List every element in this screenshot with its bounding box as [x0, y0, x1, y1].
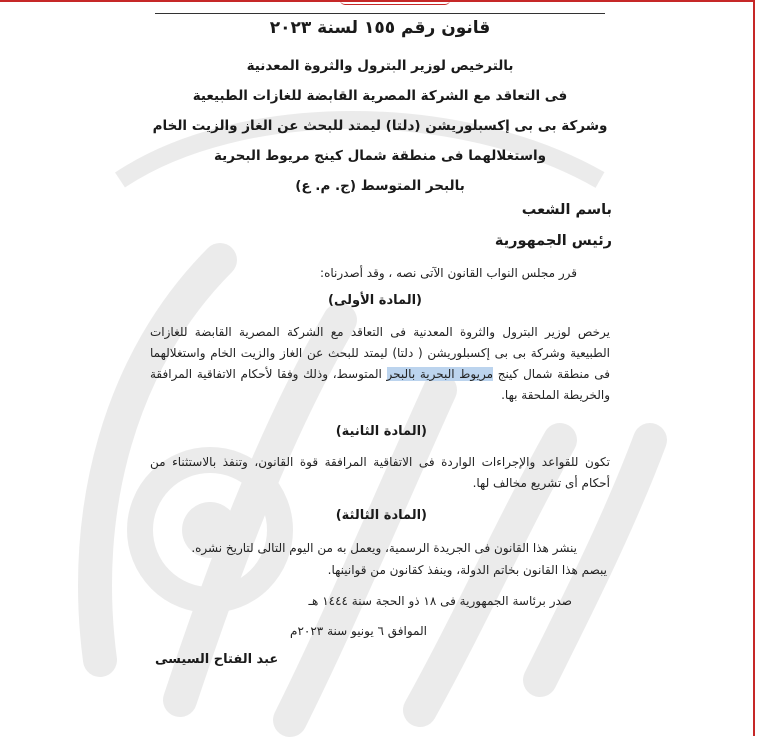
article-1-text-start: يرخص لوزير البترول والثروة المعدنية فى التعاقد مع الشركة المصرية القابضة للغازات الطبيعية وشركة بى بى إكسبلوريشن ( دلتا) ليمتد للبحث عن الغاز والزيت الخام واستغلالهما فى منطقة شمال كينج	[150, 325, 610, 381]
law-title: قانون رقم ١٥٥ لسنة ٢٠٢٣	[269, 18, 491, 38]
article-3-text-1: ينشر هذا القانون فى الجريدة الرسمية، ويعمل به من اليوم التالى لتاريخ نشره.	[191, 541, 577, 555]
law-subtitle-line-5: بالبحر المتوسط (ج. م. ع)	[295, 178, 465, 194]
issued-gregorian-date: الموافق ٦ يونيو سنة ٢٠٢٣م	[290, 624, 427, 638]
law-subtitle-line-3: وشركة بى بى إكسبلوريشن (دلتا) ليمتد للبحث عن الغاز والزيت الخام	[152, 118, 608, 134]
law-subtitle-line-2: فى التعاقد مع الشركة المصرية القابضة للغازات الطبيعية	[192, 88, 568, 104]
issued-hijri-date: صدر برئاسة الجمهورية فى ١٨ ذو الحجة سنة ١٤٤٤ هـ	[308, 594, 572, 608]
article-1-heading: (المادة الأولى)	[328, 293, 422, 308]
article-3-text-2: يبصم هذا القانون بخاتم الدولة، وينفذ كقانون من قوانينها.	[327, 563, 607, 577]
president-signature: عبد الفتاح السيسى	[155, 652, 279, 667]
in-the-name-of-people: باسم الشعب	[521, 202, 612, 218]
article-2-heading: (المادة الثانية)	[335, 424, 427, 439]
article-2-text: تكون للقواعد والإجراءات الواردة فى الاتفاقية المرافقة قوة القانون، وتنفذ بالاستثناء من أحكام أى تشريع مخالف لها.	[150, 455, 610, 490]
preamble: قرر مجلس النواب القانون الآتى نصه ، وقد أصدرناه:	[320, 266, 577, 280]
header-rule	[155, 13, 605, 14]
article-3-heading: (المادة الثالثة)	[335, 508, 427, 523]
law-subtitle-line-1: بالترخيص لوزير البترول والثروة المعدنية	[246, 58, 514, 74]
article-1-text-end: المتوسط، وذلك وفقا لأحكام الاتفاقية المرافقة والخريطة الملحقة بها.	[150, 367, 610, 402]
article-1-highlighted-text: مريوط البحرية بالبحر	[386, 367, 493, 381]
header-mark	[340, 0, 450, 5]
article-1-text	[150, 322, 610, 406]
law-subtitle-line-4: واستغلالهما فى منطقة شمال كينج مريوط البحرية	[213, 148, 546, 164]
president-heading: رئيس الجمهورية	[494, 233, 612, 249]
